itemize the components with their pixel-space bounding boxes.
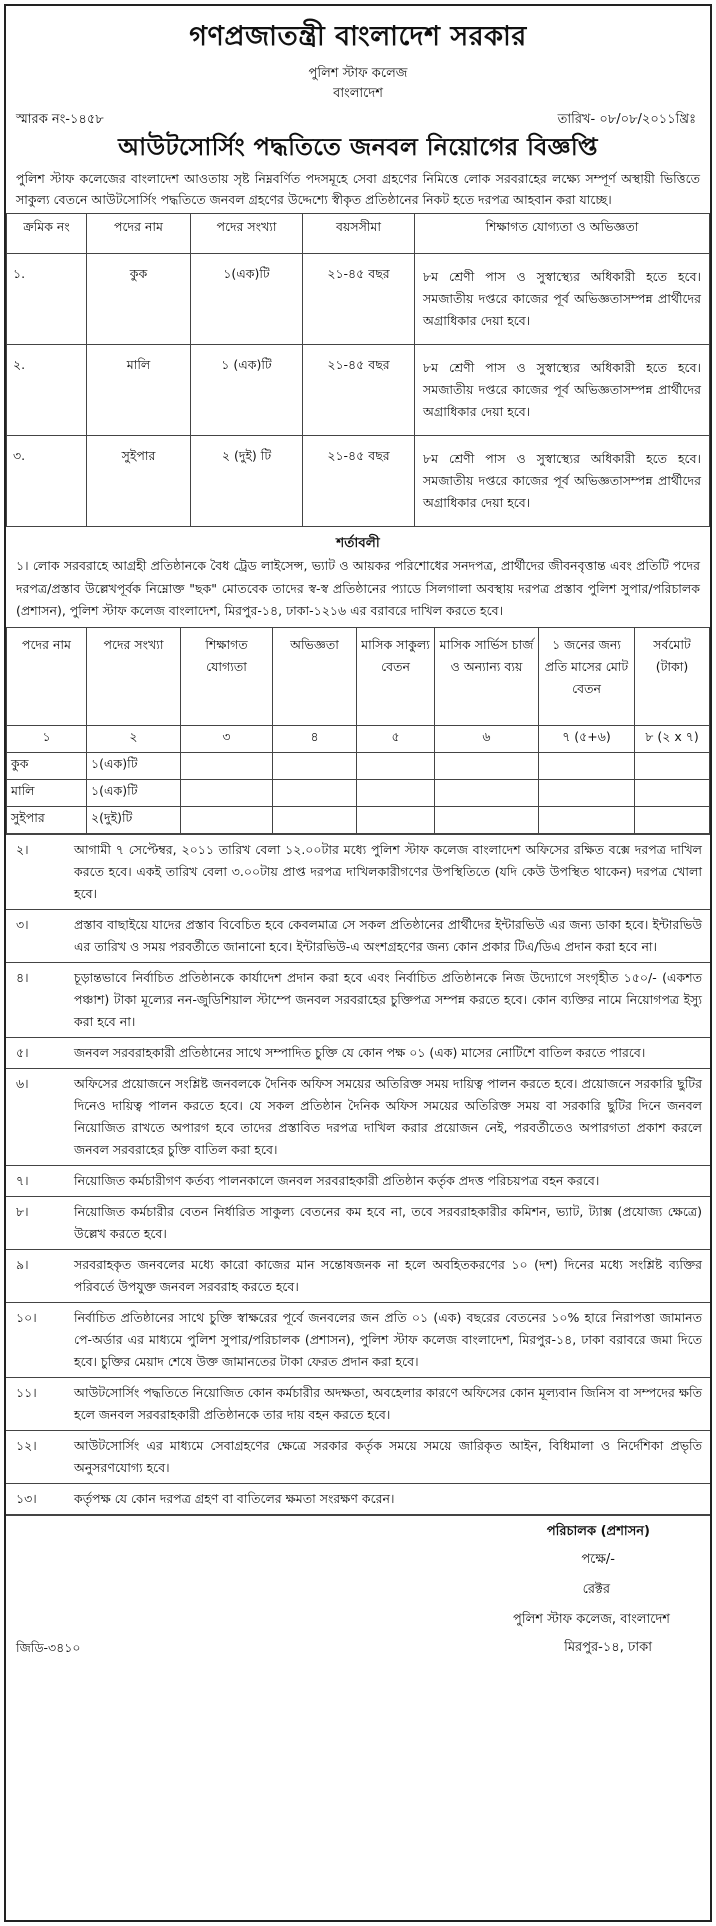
empty-cell — [539, 752, 635, 779]
term-item — [6, 1165, 710, 1196]
bid-post-count: ১(এক)টি — [87, 779, 181, 806]
col-number: ১ — [7, 725, 87, 752]
signatory-title: পরিচালক (প্রশাসন) — [546, 1523, 650, 1539]
empty-cell — [539, 806, 635, 833]
empty-cell — [357, 752, 435, 779]
empty-cell — [181, 806, 273, 833]
memo-date: তারিখ- ০৮/০৮/২০১১খ্রিঃ — [557, 112, 696, 127]
col-number: ৬ — [435, 725, 539, 752]
bid-number-row — [7, 725, 710, 752]
term-number: ১২। — [6, 1430, 66, 1483]
bid-post-count: ২(দুই)টি — [87, 806, 181, 833]
term-item — [6, 909, 710, 962]
col-number: ৮ (২ x ৭) — [635, 725, 710, 752]
term-number: ১১। — [6, 1377, 66, 1430]
term-text: জনবল সরবরাহকারী প্রতিষ্ঠানের সাথে সম্পাদিত চুক্তি যে কোন পক্ষ ০১ (এক) মাসের নোটিশে বাতিল করতে পারবে। — [66, 1037, 710, 1068]
empty-cell — [273, 779, 357, 806]
term-1: ১। লোক সরবরাহে আগ্রহী প্রতিষ্ঠানকে বৈধ ট্রেড লাইসেন্স, ভ্যাট ও আয়কর পরিশোধের সনদপত্র, প্রার্থীদের জীবনবৃত্তান্ত এবং প্রতিটি পদের দরপত্র/প্রস্তাব উল্লেখপূর্বক নিম্নোক্ত "ছক" মোতবেক তাদের স্ব-স্ব প্রতিষ্ঠানের প্যাডে সিলগালা অবস্থায় দরপত্র প্রস্তাব পুলিশ সুপার/পরিচালক (প্রশাসন), পুলিশ স্টাফ কলেজ বাংলাদেশ, মিরপুর-১৪, ঢাকা-১২১৬ এর বরাবরে দাখিল করতে হবে। — [16, 558, 700, 618]
term-number: ৪। — [6, 962, 66, 1037]
age-cell: ২১-৪৫ বছর — [303, 436, 415, 527]
term-number: ১৩। — [6, 1483, 66, 1514]
header-serial: ক্রমিক নং — [7, 214, 87, 254]
bid-table — [6, 627, 710, 834]
empty-cell — [435, 752, 539, 779]
age-cell: ২১-৪৫ বছর — [303, 254, 415, 345]
bid-header-grand-total: সর্বমোট (টাকা) — [635, 627, 710, 725]
serial-cell: ৩. — [7, 436, 87, 527]
term-text: নিয়োজিত কর্মচারীর বেতন নির্ধারিত সাকুল্য বেতনের কম হবে না, তবে সরবরাহকারীর কমিশন, ভ্যাট, ট্যাক্স (প্রযোজ্য ক্ষেত্রে) উল্লেখ করতে হবে। — [66, 1196, 710, 1249]
empty-cell — [539, 779, 635, 806]
post-name-cell: কুক — [87, 254, 191, 345]
bid-header-experience: অভিজ্ঞতা — [273, 627, 357, 725]
col-number: ৫ — [357, 725, 435, 752]
table-row — [7, 806, 710, 833]
term-item — [6, 1302, 710, 1377]
term-text: আউটসোর্সিং এর মাধ্যমে সেবাগ্রহণের ক্ষেত্রে সরকার কর্তৃক সময়ে সময়ে জারিকৃত আইন, বিধিমালা ও নির্দেশিকা প্রভৃতি অনুসরণযোগ্য হবে। — [66, 1430, 710, 1483]
bid-post-name: সুইপার — [7, 806, 87, 833]
bid-header-monthly-salary: মাসিক সাকুল্য বেতন — [357, 627, 435, 725]
term-number: ১০। — [6, 1302, 66, 1377]
term-item — [6, 1068, 710, 1165]
term-number: ৮। — [6, 1196, 66, 1249]
term-number: ৩। — [6, 909, 66, 962]
empty-cell — [357, 806, 435, 833]
posts-table — [6, 213, 710, 527]
bid-header-post-count: পদের সংখ্যা — [87, 627, 181, 725]
header-post-name: পদের নাম — [87, 214, 191, 254]
bid-table-header — [7, 627, 710, 725]
empty-cell — [273, 752, 357, 779]
term-text: প্রস্তাব বাছাইয়ে যাদের প্রস্তাব বিবেচিত হবে কেবলমাত্র সে সকল প্রতিষ্ঠানের প্রার্থীদের ইন্টারভিউ এর জন্য ডাকা হবে। ইন্টারভিউ এর তারিখ ও সময় পরবর্তীতে জানানো হবে। ইন্টারভিউ-এ অংশগ্রহণের জন্য কোন প্রকার টিএ/ডিএ প্রদান করা হবে না। — [66, 909, 710, 962]
empty-cell — [435, 806, 539, 833]
term-item — [6, 1196, 710, 1249]
qualification-cell: ৮ম শ্রেণী পাস ও সুস্বাস্থ্যের অধিকারী হতে হবে। সমজাতীয় দপ্তরে কাজের পূর্ব অভিজ্ঞতাসম্পন্ন প্রার্থীদের অগ্রাধিকার দেয়া হবে। — [415, 254, 710, 345]
post-name-cell: মালি — [87, 345, 191, 436]
bid-post-name: কুক — [7, 752, 87, 779]
serial-cell: ২. — [7, 345, 87, 436]
terms-heading: শর্তাবলী — [336, 535, 380, 551]
bid-header-total-per-person: ১ জনের জন্য প্রতি মাসের মোট বেতন — [539, 627, 635, 725]
empty-cell — [635, 752, 710, 779]
bid-post-count: ১(এক)টি — [87, 752, 181, 779]
table-row — [7, 436, 710, 527]
term-text: সরবরাহকৃত জনবলের মধ্যে কারো কাজের মান সন্তোষজনক না হলে অবহিতকরণের ১০ (দশ) দিনের মধ্যে সংশ্লিষ্ট ব্যক্তির পরিবর্তে উপযুক্ত জনবল সরবরাহ করতে হবে। — [66, 1249, 710, 1302]
bid-post-name: মালি — [7, 779, 87, 806]
term-text: অফিসের প্রয়োজনে সংশ্লিষ্ট জনবলকে দৈনিক অফিস সময়ের অতিরিক্ত সময় দায়িত্ব পালন করতে হবে। প্রয়োজনে সরকারি ছুটির দিনেও দায়িত্ব পালন করতে হবে। যে সকল প্রতিষ্ঠান দৈনিক অফিস সময়ের অতিরিক্ত সময় বা সরকারি ছুটির দিনে জনবল নিয়োজিত রাখতে অপারগ হবে তাদের প্রস্তাবিত দরপত্র দাখিল করার প্রয়োজন নেই, পরবর্তীতেও অপারগতা প্রকাশ করলে জনবল সরবরাহের চুক্তি বাতিল করা হবে। — [66, 1068, 710, 1165]
header-age-limit: বয়সসীমা — [303, 214, 415, 254]
col-number: ২ — [87, 725, 181, 752]
term-item — [6, 1249, 710, 1302]
government-name: গণপ্রজাতন্ত্রী বাংলাদেশ সরকার — [189, 21, 527, 52]
signatory-address: মিরপুর-১৪, ঢাকা — [564, 1639, 652, 1655]
term-item — [6, 1377, 710, 1430]
table-row — [7, 345, 710, 436]
memo-row — [6, 108, 710, 130]
gd-number: জিডি-৩৪১০ — [16, 1639, 81, 1655]
signature-block — [6, 1515, 710, 1727]
post-count-cell: ২ (দুই) টি — [191, 436, 303, 527]
col-number: ৪ — [273, 725, 357, 752]
table-row — [7, 779, 710, 806]
term-number: ৭। — [6, 1165, 66, 1196]
on-behalf: পক্ষে/- — [581, 1551, 615, 1567]
terms-list — [6, 834, 710, 1515]
empty-cell — [181, 752, 273, 779]
intro-paragraph: পুলিশ স্টাফ কলেজের বাংলাদেশ আওতায় সৃষ্ট নিম্নবর্ণিত পদসমূহে সেবা গ্রহণের নিমিত্তে লোক সরবরাহের লক্ষ্যে সম্পূর্ণ অস্থায়ী ভিত্তিতে সাকুল্য বেতনে আউটসোর্সিং পদ্ধতিতে জনবল গ্রহণের উদ্দেশ্যে স্বীকৃত প্রতিষ্ঠানের নিকট হতে দরপত্র আহবান করা যাচ্ছে। — [16, 171, 700, 207]
term-text: নিয়োজিত কর্মচারীগণ কর্তব্য পালনকালে জনবল সরবরাহকারী প্রতিষ্ঠান কর্তৃক প্রদত্ত পরিচয়পত্র বহন করবে। — [66, 1165, 710, 1196]
table-row — [7, 752, 710, 779]
post-name-cell: সুইপার — [87, 436, 191, 527]
post-count-cell: ১(এক)টি — [191, 254, 303, 345]
term-item — [6, 1430, 710, 1483]
empty-cell — [635, 806, 710, 833]
country-name: বাংলাদেশ — [333, 86, 383, 101]
term-text: আউটসোর্সিং পদ্ধতিতে নিয়োজিত কোন কর্মচারীর অদক্ষতা, অবহেলার কারণে অফিসের কোন মূল্যবান জিনিস বা সম্পদের ক্ষতি হলে জনবল সরবরাহকারী প্রতিষ্ঠানকে তার দায় বহন করতে হবে। — [66, 1377, 710, 1430]
term-item — [6, 1037, 710, 1068]
age-cell: ২১-৪৫ বছর — [303, 345, 415, 436]
post-count-cell: ১ (এক)টি — [191, 345, 303, 436]
signatory-college: পুলিশ স্টাফ কলেজ, বাংলাদেশ — [513, 1611, 670, 1627]
notice-page — [4, 4, 712, 1922]
term-number: ৬। — [6, 1068, 66, 1165]
term-number: ২। — [6, 834, 66, 909]
signatory-rector: রেক্টর — [582, 1581, 610, 1597]
qualification-cell: ৮ম শ্রেণী পাস ও সুস্বাস্থ্যের অধিকারী হতে হবে। সমজাতীয় দপ্তরে কাজের পূর্ব অভিজ্ঞতাসম্পন্ন প্রার্থীদের অগ্রাধিকার দেয়া হবে। — [415, 436, 710, 527]
bid-header-post-name: পদের নাম — [7, 627, 87, 725]
term-item — [6, 834, 710, 909]
header — [6, 20, 710, 104]
empty-cell — [273, 806, 357, 833]
term-number: ৯। — [6, 1249, 66, 1302]
posts-table-header — [7, 214, 710, 254]
header-qualification: শিক্ষাগত যোগ্যতা ও অভিজ্ঞতা — [415, 214, 710, 254]
table-row — [7, 254, 710, 345]
term-text: নির্বাচিত প্রতিষ্ঠানের সাথে চুক্তি স্বাক্ষরের পূর্বে জনবলের জন প্রতি ০১ (এক) বছরের বেতনের ১০% হারে নিরাপত্তা জামানত পে-অর্ডার এর মাধ্যমে পুলিশ সুপার/পরিচালক (প্রশাসন), পুলিশ স্টাফ কলেজ বাংলাদেশ, মিরপুর-১৪, ঢাকা বরাবরে জমা দিতে হবে। চুক্তির মেয়াদ শেষে উক্ত জামানতের টাকা ফেরত প্রদান করা হবে। — [66, 1302, 710, 1377]
office-name: পুলিশ স্টাফ কলেজ — [308, 66, 408, 81]
empty-cell — [635, 779, 710, 806]
col-number: ৭ (৫+৬) — [539, 725, 635, 752]
qualification-cell: ৮ম শ্রেণী পাস ও সুস্বাস্থ্যের অধিকারী হতে হবে। সমজাতীয় দপ্তরে কাজের পূর্ব অভিজ্ঞতাসম্পন্ন প্রার্থীদের অগ্রাধিকার দেয়া হবে। — [415, 345, 710, 436]
empty-cell — [181, 779, 273, 806]
memo-number: স্মারক নং-১৪৫৮ — [16, 112, 104, 127]
bid-header-service-charge: মাসিক সার্ভিস চার্জ ও অন্যান্য ব্যয় — [435, 627, 539, 725]
bid-header-education: শিক্ষাগত যোগ্যতা — [181, 627, 273, 725]
notice-title: আউটসোর্সিং পদ্ধতিতে জনবল নিয়োগের বিজ্ঞপ্তি — [118, 133, 598, 161]
term-text: চূড়ান্তভাবে নির্বাচিত প্রতিষ্ঠানকে কার্যাদেশ প্রদান করা হবে এবং নির্বাচিত প্রতিষ্ঠানকে নিজ উদ্যোগে সংগৃহীত ১৫০/- (একশত পঞ্চাশ) টাকা মূল্যের নন-জুডিশিয়াল স্টাম্পে জনবল সরবরাহের চুক্তিপত্র সম্পন্ন করতে হবে। কোন ব্যক্তির নামে নিয়োগপত্র ইস্যু করা হবে না। — [66, 962, 710, 1037]
term-text: আগামী ৭ সেপ্টেম্বর, ২০১১ তারিখ বেলা ১২.০০টার মধ্যে পুলিশ স্টাফ কলেজ বাংলাদেশ অফিসের রক্ষিত বক্সে দরপত্র দাখিল করতে হবে। একই তারিখ বেলা ৩.০০টায় প্রাপ্ত দরপত্র দাখিলকারীগণের উপস্থিতিতে (যদি কেউ উপস্থিত থাকেন) দরপত্র খোলা হবে। — [66, 834, 710, 909]
empty-cell — [435, 779, 539, 806]
term-number: ৫। — [6, 1037, 66, 1068]
serial-cell: ১. — [7, 254, 87, 345]
term-item — [6, 1483, 710, 1514]
col-number: ৩ — [181, 725, 273, 752]
term-item — [6, 962, 710, 1037]
term-text: কর্তৃপক্ষ যে কোন দরপত্র গ্রহণ বা বাতিলের ক্ষমতা সংরক্ষণ করেন। — [66, 1483, 710, 1514]
header-post-count: পদের সংখ্যা — [191, 214, 303, 254]
empty-cell — [357, 779, 435, 806]
